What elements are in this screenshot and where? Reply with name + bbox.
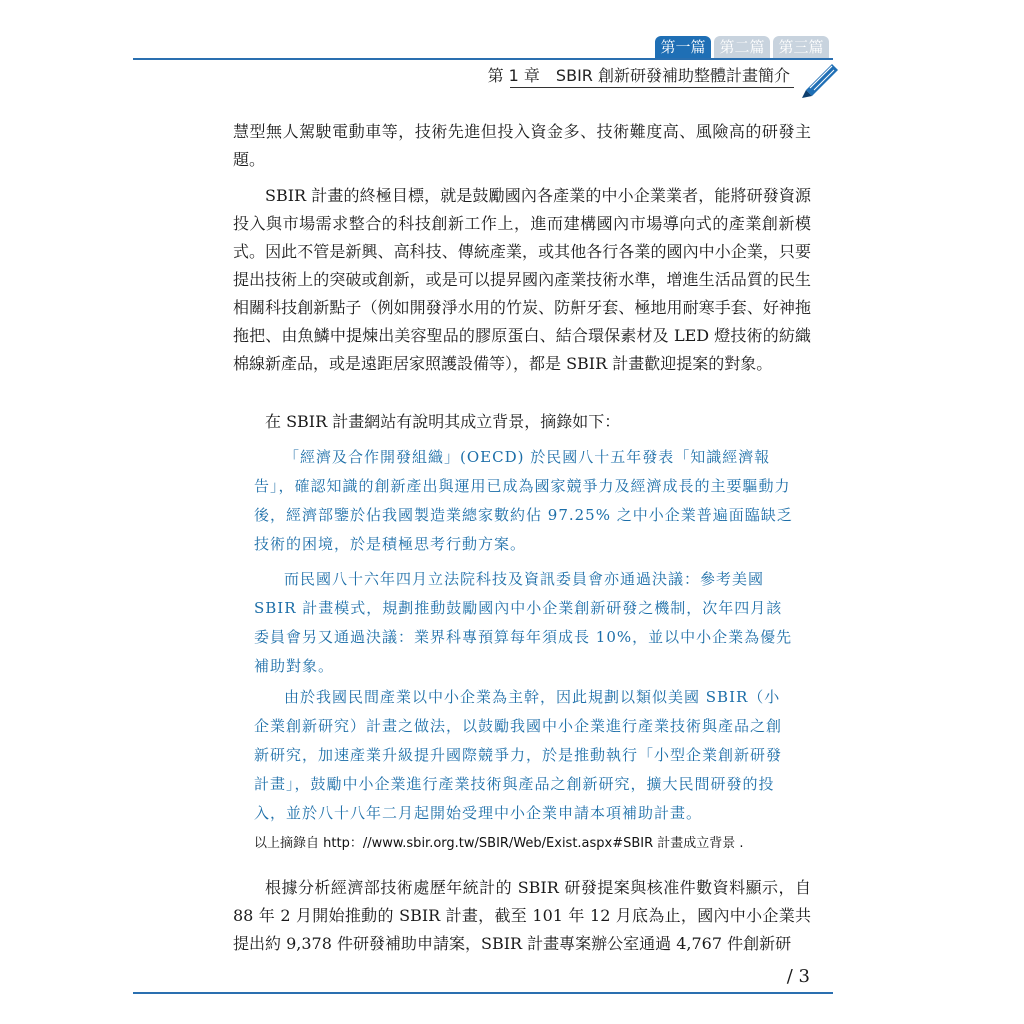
pen-icon <box>798 58 842 98</box>
footer-rule <box>133 992 833 994</box>
part-tabs <box>655 36 829 58</box>
quote-1: 「經濟及合作開發組織」(OECD) 於民國八十五年發表「知識經濟報告」，確認知識的創新產出與運用已成為國家競爭力及經濟成長的主要驅動力後，經濟部鑒於佔我國製造業總家數約佔 97.25% 之中小企業普遍面臨缺乏技術的困境，於是積極思考行動方案。 <box>254 448 793 553</box>
tab-part-3[interactable]: 第三篇 <box>773 36 829 58</box>
source-citation: 以上摘錄自 http：//www.sbir.org.tw/SBIR/Web/Exist.aspx#SBIR 計畫成立背景 . <box>254 836 744 851</box>
paragraph-4: 根據分析經濟部技術處歷年統計的 SBIR 研發提案與核准件數資料顯示，自 88 年 2 月開始推動的 SBIR 計畫，截至 101 年 12 月底為止，國內中小企業共提出約 9,378 件研發補助申請案，SBIR 計畫專案辦公室通過 4,767 件創新研 <box>233 878 811 953</box>
tab-part-2[interactable]: 第二篇 <box>714 36 770 58</box>
paragraph-1: 慧型無人駕駛電動車等，技術先進但投入資金多、技術難度高、風險高的研發主題。 <box>233 122 811 169</box>
quote-2: 而民國八十六年四月立法院科技及資訊委員會亦通過決議：參考美國 SBIR 計畫模式，規劃推動鼓勵國內中小企業創新研發之機制，次年四月該委員會另又通過決議：業界科專預算每年須成長 10%，並以中小企業為優先補助對象。 <box>254 570 793 675</box>
quote-3: 由於我國民間產業以中小企業為主幹，因此規劃以類似美國 SBIR（小企業創新研究）計畫之做法，以鼓勵我國中小企業進行產業技術與產品之創新研究，加速產業升級提升國際競爭力，於是推動執行「小型企業創新研發計畫」，鼓勵中小企業進行產業技術與產品之創新研究，擴大民間研發的投入，並於八十八年二月起開始受理中小企業申請本項補助計畫。 <box>254 688 783 822</box>
header-rule <box>133 58 833 60</box>
page-number: / 3 <box>786 966 810 987</box>
paragraph-2: SBIR 計畫的終極目標，就是鼓勵國內各產業的中小企業業者，能將研發資源投入與市場需求整合的科技創新工作上，進而建構國內市場導向式的產業創新模式。因此不管是新興、高科技、傳統產業，或其他各行各業的國內中小企業，只要提出技術上的突破或創新，或是可以提昇國內產業技術水準，增進生活品質的民生相關科技創新點子（例如開發淨水用的竹炭、防鼾牙套、極地用耐寒手套、好神拖拖把、由魚鱗中提煉出美容聖品的膠原蛋白、結合環保素材及 LED 燈技術的紡織棉線新產品，或是遠距居家照護設備等），都是 SBIR 計畫歡迎提案的對象。 <box>233 186 811 373</box>
chapter-underline <box>510 87 794 88</box>
chapter-title: 第 1 章 SBIR 創新研發補助整體計畫簡介 <box>487 66 790 85</box>
paragraph-3: 在 SBIR 計畫網站有說明其成立背景，摘錄如下： <box>265 412 621 431</box>
tab-part-1[interactable]: 第一篇 <box>655 36 711 58</box>
